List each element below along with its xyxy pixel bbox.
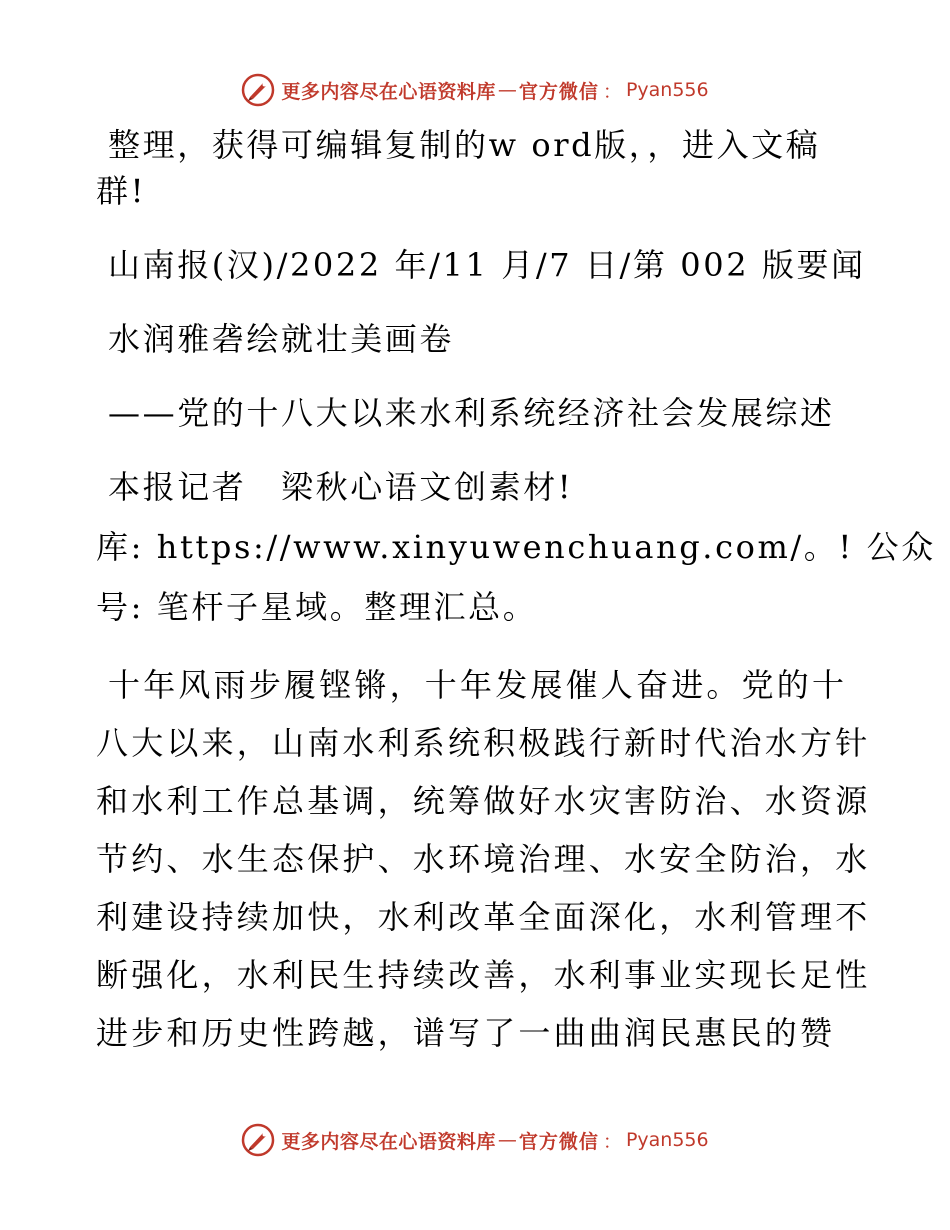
header-wechat-id: Pyan556 [625,79,709,101]
library-line-2: 号: 笔杆子星域。整理汇总。 [96,588,538,626]
intro-line-2: 群! [96,172,147,210]
footer-separator: ： [602,1130,622,1153]
header-official-label: 官方微信 [518,80,599,103]
paragraph-line: 断强化，水利民生持续改善，水利事业实现长足性 [96,956,871,994]
paragraph-line: 八大以来，山南水利系统积极践行新时代治水方针 [96,724,871,762]
article-paragraph [96,656,871,1062]
paragraph-line: 进步和历史性跨越，谱写了一曲曲润民惠民的赞 [96,1014,836,1052]
article-subtitle: ——党的十八大以来水利系统经济社会发展综述 [108,394,835,432]
page-footer-watermark [0,1120,950,1160]
paragraph-line: 和水利工作总基调，统筹做好水灾害防治、水资源 [96,782,871,820]
byline: 本报记者 梁秋心语文创素材! [108,468,574,506]
source-line: 山南报(汉)/2022 年/11 月/7 日/第 002 版要闻 [108,246,866,284]
article-title: 水润雅砻绘就壮美画卷 [108,320,455,358]
brand-logo-icon [241,73,275,107]
intro-line-1: 整理，获得可编辑复制的w ord版，，进入文稿 [108,126,821,164]
paragraph-line: 十年风雨步履铿锵，十年发展催人奋进。党的十 [108,666,848,704]
header-brand-text: 更多内容尽在心语资料库 [281,80,496,103]
footer-brand-text: 更多内容尽在心语资料库 [281,1130,496,1153]
header-dash: — [497,79,517,101]
footer-wechat-id: Pyan556 [625,1129,709,1151]
paragraph-line: 利建设持续加快，水利改革全面深化，水利管理不 [96,898,871,936]
paragraph-line: 节约、水生态保护、水环境治理、水安全防治，水 [96,840,871,878]
footer-official-label: 官方微信 [518,1130,599,1153]
document-body [96,122,936,1062]
page-header-watermark [0,70,950,110]
brand-logo-icon [241,1123,275,1157]
library-line-1: 库: https://www.xinyuwenchuang.com/。! 公众 [96,528,936,566]
footer-dash: — [497,1129,517,1151]
header-separator: ： [602,80,622,103]
